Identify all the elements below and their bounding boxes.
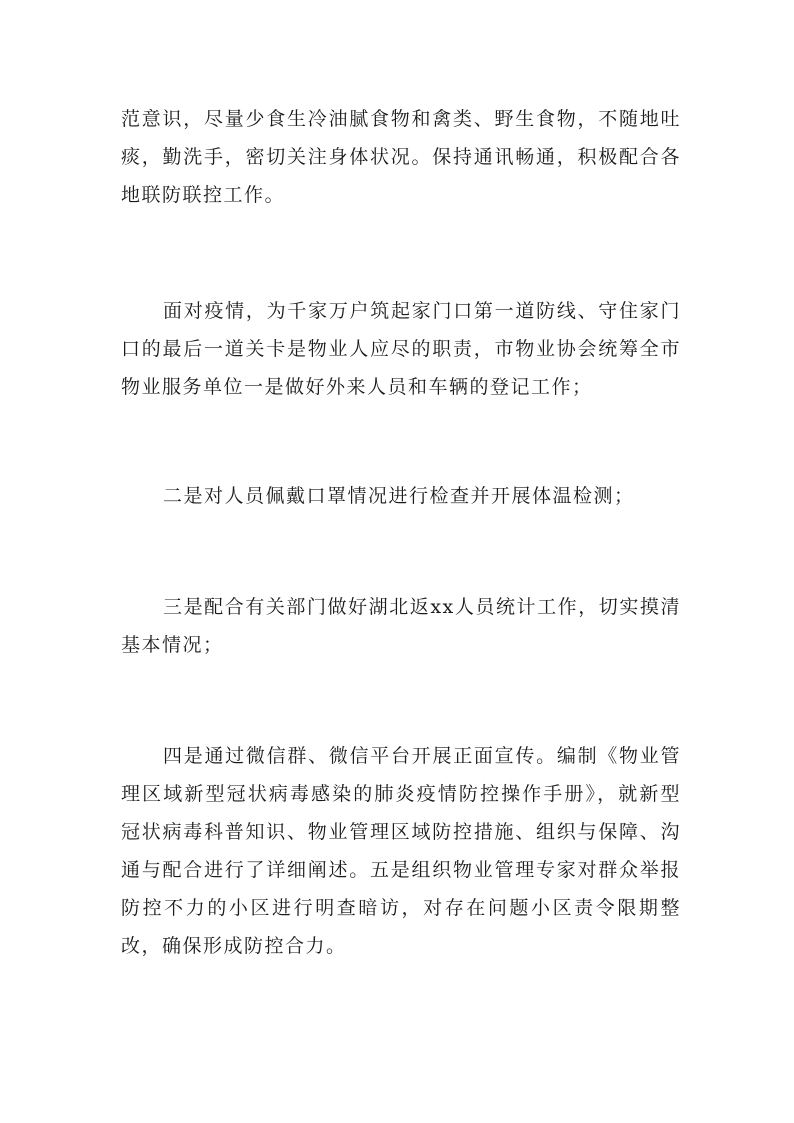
paragraph-4: 三是配合有关部门做好湖北返xx人员统计工作，切实摸清基本情况； [121,596,681,656]
paragraph-1: 范意识，尽量少食生冷油腻食物和禽类、野生食物，不随地吐痰，勤洗手，密切关注身体状况。保持通讯畅通，积极配合各地联防联控工作。 [121,108,681,206]
paragraph-3: 二是对人员佩戴口罩情况进行检查并开展体温检测； [163,485,635,507]
paragraph-2: 面对疫情，为千家万户筑起家门口第一道防线、守住家门口的最后一道关卡是物业人应尽的职责，市物业协会统筹全市物业服务单位一是做好外来人员和车辆的登记工作； [121,300,681,398]
paragraph-5: 四是通过微信群、微信平台开展正面宣传。编制《物业管理区域新型冠状病毒感染的肺炎疫情防控操作手册》，就新型冠状病毒科普知识、物业管理区域防控措施、组织与保障、沟通与配合进行了详细阐述。五是组织物业管理专家对群众举报防控不力的小区进行明查暗访，对存在问题小区责令限期整改，确保形成防控合力。 [121,745,681,957]
